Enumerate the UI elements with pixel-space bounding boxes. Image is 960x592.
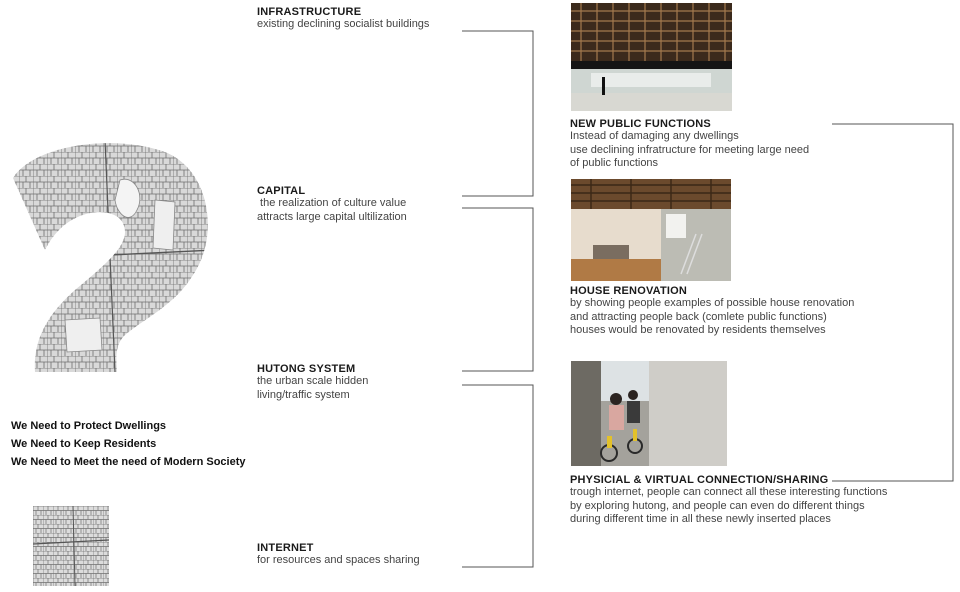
outcome-new-public-functions [570,118,809,171]
factor-desc-line: the urban scale hidden [257,375,369,387]
outcome-title: PHYSICIAL & VIRTUAL CONNECTION/SHARING [570,474,829,486]
question-mark-map [5,140,215,372]
interior-photo-icon [571,179,731,281]
slogan-keep-residents: We Need to Keep Residents [11,438,157,450]
factor-desc-line: the realization of culture value [257,197,407,209]
factor-desc-line: living/traffic system [257,388,350,401]
factor-hutong-system [257,363,368,402]
bracket-capital-hutong [462,208,533,371]
photo-public-hall [571,3,732,111]
slogans [11,417,246,471]
bracket-hutong-internet [462,385,533,567]
outcome-desc-line: of public functions [570,157,659,169]
outcome-desc-line: by exploring hutong, and people can even do different things [570,499,865,512]
outcome-desc-line: trough internet, people can connect all these interesting functions [570,486,888,498]
photo-house-renovation [571,179,731,281]
outcome-desc-line: Instead of damaging any dwellings [570,130,739,142]
outcome-title: HOUSE RENOVATION [570,285,688,297]
factor-title: HUTONG SYSTEM [257,363,356,375]
factor-desc-line: existing declining socialist buildings [257,18,430,30]
hutong-cyclists-photo-icon [571,361,727,466]
outcome-desc-line: use declining infratructure for meeting large need [570,143,810,156]
outcome-house-renovation [570,285,854,338]
hall-photo-icon [571,3,732,111]
photo-hutong-cyclists [571,361,727,466]
factor-infrastructure [257,6,429,32]
outcome-desc-line: houses would be renovated by residents themselves [570,324,826,336]
factor-title: CAPITAL [257,185,306,197]
bracket-infrastructure-capital [462,31,533,196]
outcome-connection-sharing [570,474,887,527]
factor-title: INFRASTRUCTURE [257,6,362,18]
factor-internet [257,542,420,568]
outcome-desc-line: during different time in all these newly inserted places [570,513,831,525]
slogan-protect-dwellings: We Need to Protect Dwellings [11,420,167,432]
factor-capital [257,185,407,224]
outcome-title: NEW PUBLIC FUNCTIONS [570,118,711,130]
factor-desc-line: attracts large capital ultilization [257,210,407,223]
factor-desc-line: for resources and spaces sharing [257,554,420,566]
slogan-modern-society: We Need to Meet the need of Modern Society [11,456,246,468]
factor-title: INTERNET [257,542,314,554]
outcome-desc-line: and attracting people back (comlete public functions) [570,310,827,323]
small-map-tile [33,506,109,586]
outcome-desc-line: by showing people examples of possible house renovation [570,297,855,309]
